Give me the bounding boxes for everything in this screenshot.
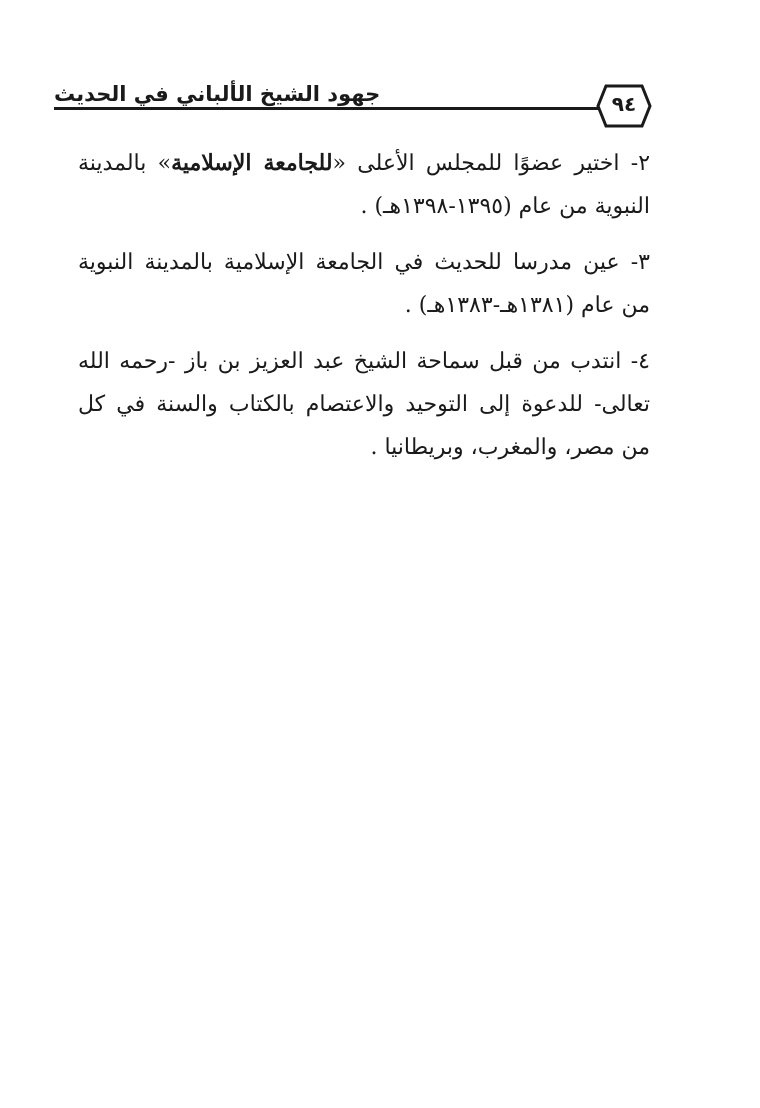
page-body [78,142,650,482]
header-rule [54,107,602,110]
item-text: » بالمدينة النبوية من عام (١٣٩٥-١٣٩٨هـ) . [78,151,650,219]
list-item [78,142,650,228]
item-number: ٣- [630,250,650,275]
list-item [78,241,650,327]
list-item [78,340,650,469]
page-header [0,60,760,140]
item-text: اختير عضوًا للمجلس الأعلى « [332,151,620,176]
page-number-badge [596,84,652,128]
item-text: عين مدرسا للحديث في الجامعة الإسلامية بالمدينة النبوية من عام (١٣٨١هـ-١٣٨٣هـ) . [78,250,650,318]
item-text-bold: للجامعة الإسلامية [171,150,333,176]
page-number: ٩٤ [611,92,637,116]
running-title: جهود الشيخ الألباني في الحديث [54,82,381,106]
item-text: انتدب من قبل سماحة الشيخ عبد العزيز بن باز -رحمه الله تعالى- للدعوة إلى التوحيد والاعتصام بالكتاب والسنة في كل من مصر، والمغرب، وبريطانيا . [78,349,650,460]
item-number: ٤- [630,349,650,374]
item-number: ٢- [630,151,651,176]
